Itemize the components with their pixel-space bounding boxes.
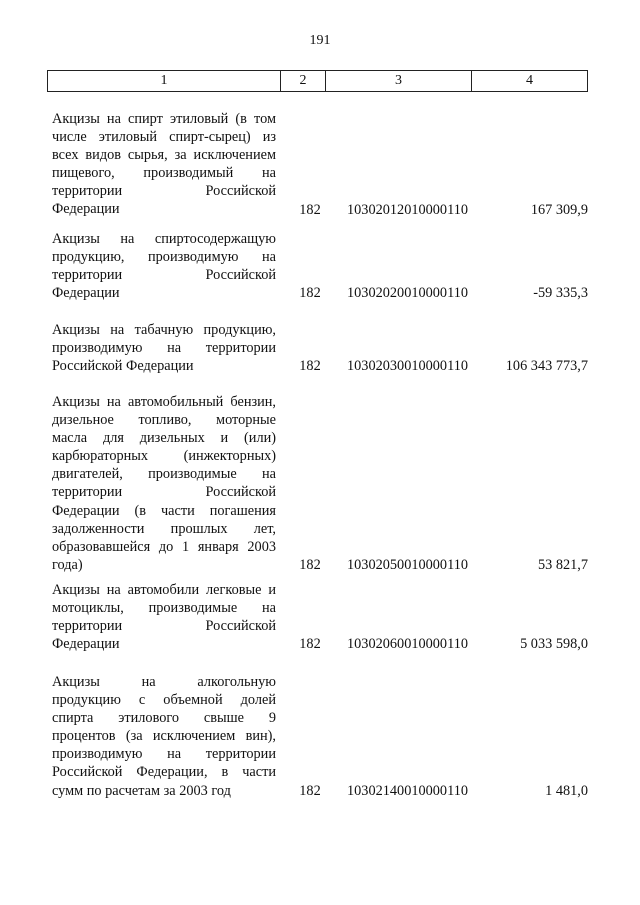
- description-line: задолженности прошлых лет,: [52, 520, 276, 537]
- description-line: территории Российской: [52, 267, 276, 284]
- amount: 53 821,7: [537, 556, 588, 573]
- admin-code: 182: [299, 782, 321, 799]
- description-line: масла для дизельных и (или): [52, 430, 276, 447]
- admin-code: 182: [299, 358, 321, 375]
- table-row: [52, 393, 588, 574]
- budget-classification-code: 10302012010000110: [347, 201, 468, 218]
- amount: 167 309,9: [530, 201, 588, 218]
- description-line: территории Российской: [52, 183, 276, 200]
- column-header-4: 4: [472, 71, 588, 92]
- description-line: образовавшейся до 1 января 2003: [52, 538, 276, 555]
- description-line: спирта этилового свыше 9: [52, 710, 276, 727]
- description-line: всех видов сырья, за исключением: [52, 147, 276, 164]
- table-row: [52, 673, 588, 800]
- description-line: Акцизы на автомобили легковые и: [52, 582, 276, 598]
- budget-classification-code: 10302050010000110: [347, 556, 468, 573]
- description-line: Акцизы на спиртосодержащую: [52, 231, 276, 247]
- amount: 1 481,0: [545, 782, 588, 799]
- description-line: Федерации: [52, 285, 120, 302]
- description-line: Федерации: [52, 201, 120, 218]
- description-line: года): [52, 556, 83, 573]
- amount: -59 335,3: [533, 285, 588, 302]
- budget-classification-code: 10302030010000110: [347, 358, 468, 375]
- page-number: 191: [309, 33, 331, 48]
- budget-classification-code: 10302140010000110: [347, 782, 468, 799]
- column-header-3: 3: [326, 71, 472, 92]
- description-line: Акцизы на автомобильный бензин,: [52, 394, 276, 410]
- description-line: Российской Федерации: [52, 358, 194, 375]
- description-line: Российской Федерации, в части: [52, 764, 276, 781]
- description-line: числе этиловый спирт-сырец) из: [52, 129, 276, 146]
- description-line: процентов (за исключением вин),: [52, 728, 276, 745]
- description-line: Федерации (в части погашения: [52, 502, 276, 519]
- row-description: [52, 581, 276, 653]
- row-description: [52, 673, 276, 800]
- budget-classification-code: 10302020010000110: [347, 285, 468, 302]
- column-header-1: 1: [48, 71, 281, 92]
- description-line: мотоциклы, производимые на: [52, 600, 276, 617]
- column-header-2: 2: [281, 71, 326, 92]
- admin-code: 182: [299, 636, 321, 653]
- row-description: [52, 321, 276, 375]
- table-row: [52, 230, 588, 302]
- admin-code: 182: [299, 201, 321, 218]
- description-line: Федерации: [52, 636, 120, 653]
- description-line: территории Российской: [52, 618, 276, 635]
- description-line: производимую на территории: [52, 746, 276, 763]
- row-description: [52, 230, 276, 302]
- table-row: [52, 581, 588, 653]
- admin-code: 182: [299, 285, 321, 302]
- row-description: [52, 393, 276, 574]
- admin-code: 182: [299, 556, 321, 573]
- description-line: пищевого, производимый на: [52, 165, 276, 182]
- description-line: двигателей, производимые на: [52, 466, 276, 483]
- budget-classification-code: 10302060010000110: [347, 636, 468, 653]
- description-line: продукцию, производимую на: [52, 249, 276, 266]
- amount: 5 033 598,0: [520, 636, 588, 653]
- row-description: [52, 110, 276, 219]
- description-line: дизельное топливо, моторные: [52, 412, 276, 429]
- description-line: карбюраторных (инжекторных): [52, 448, 276, 465]
- table-row: [52, 110, 588, 219]
- amount: 106 343 773,7: [505, 358, 588, 375]
- table-row: [52, 321, 588, 375]
- description-line: Акцизы на алкогольную: [52, 674, 276, 690]
- column-header-row: [47, 70, 588, 92]
- description-line: Акцизы на спирт этиловый (в том: [52, 111, 276, 127]
- description-line: производимую на территории: [52, 340, 276, 357]
- description-line: Акцизы на табачную продукцию,: [52, 322, 276, 338]
- description-line: продукцию с объемной долей: [52, 692, 276, 709]
- description-line: территории Российской: [52, 484, 276, 501]
- description-line: сумм по расчетам за 2003 год: [52, 782, 231, 799]
